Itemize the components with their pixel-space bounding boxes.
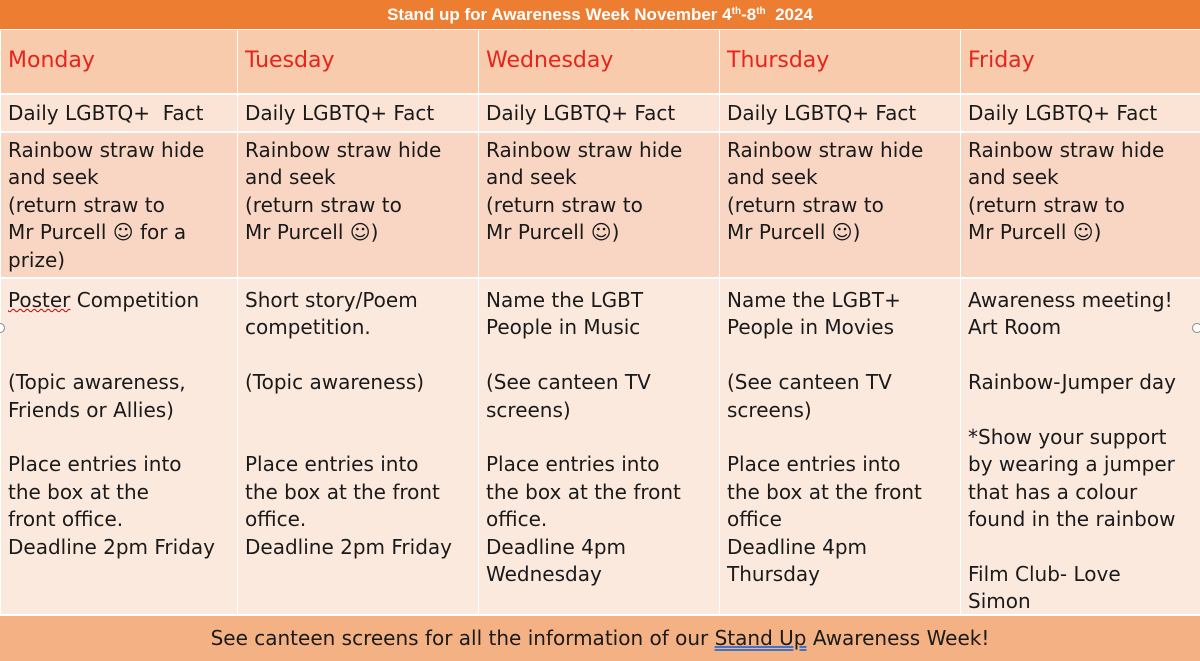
cell-line (968, 397, 1200, 424)
cell-line: Poster Competition (8, 288, 200, 312)
activity-cell-monday (1, 278, 238, 616)
cell-line (245, 397, 478, 424)
cell-line: office. (245, 507, 307, 532)
cell-line: Deadline 4pm (727, 534, 868, 559)
cell-line: Deadline 2pm Friday (8, 534, 215, 559)
cell-line: Awareness meeting! (968, 288, 1173, 312)
day-header-row (1, 30, 1200, 94)
cell-line: competition. (245, 315, 371, 340)
cell-line: Mr Purcell ☺) (486, 220, 620, 245)
cell-line: Deadline 2pm Friday (245, 534, 452, 559)
fact-cell-friday: Daily LGBTQ+ Fact (961, 94, 1200, 132)
straw-cell-tuesday (238, 132, 479, 278)
footer-banner (0, 614, 1200, 661)
cell-line: Mr Purcell ☺ for a (8, 220, 187, 245)
title-suffix: 2024 (765, 5, 813, 24)
cell-line: Mr Purcell ☺) (727, 220, 861, 245)
day-header-tuesday: Tuesday (238, 30, 479, 94)
cell-line: the box at the front (486, 479, 681, 504)
cell-line: (Topic awareness) (245, 370, 425, 395)
cell-line: Deadline 4pm (486, 534, 627, 559)
cell-line: Place entries into (245, 452, 419, 477)
cell-line (727, 424, 960, 451)
straw-cell-wednesday (479, 132, 720, 278)
cell-line: that has a colour (968, 479, 1138, 504)
cell-line: Rainbow straw hide (8, 138, 205, 162)
cell-line: (See canteen TV (486, 370, 651, 395)
fact-cell-tuesday: Daily LGBTQ+ Fact (238, 94, 479, 132)
footer-underlined-text: Stand Up (714, 626, 807, 650)
cell-line: (return straw to (8, 192, 165, 217)
cell-line: (Topic awareness, (8, 370, 186, 395)
cell-line: prize) (8, 247, 66, 272)
activity-cell-tuesday (238, 278, 479, 616)
straw-cell-thursday (720, 132, 961, 278)
cell-line (486, 424, 719, 451)
straw-cell-friday (961, 132, 1200, 278)
cell-line: by wearing a jumper (968, 452, 1175, 477)
activity-cell-thursday (720, 278, 961, 616)
cell-line: Rainbow straw hide (968, 138, 1165, 162)
cell-line: *Show your support (968, 424, 1167, 449)
cell-line: Art Room (968, 315, 1062, 340)
footer-text: See canteen screens for all the information of our (210, 626, 715, 650)
cell-line (968, 534, 1200, 561)
title-sup-2: th (756, 6, 766, 17)
cell-line (245, 424, 478, 451)
cell-line: (See canteen TV (727, 370, 892, 395)
cell-line (8, 314, 237, 341)
cell-line: Rainbow straw hide (486, 138, 683, 162)
cell-line: front office. (8, 507, 124, 532)
cell-line: Name the LGBT (486, 288, 644, 312)
title-mid: -8 (741, 5, 757, 24)
cell-line: and seek (245, 165, 336, 190)
page-title (0, 0, 1200, 30)
title-prefix: Stand up for Awareness Week November 4 (387, 5, 732, 24)
cell-line (727, 342, 960, 369)
fact-cell-thursday: Daily LGBTQ+ Fact (720, 94, 961, 132)
cell-line: Simon (968, 589, 1031, 614)
cell-line: the box at the (8, 479, 149, 504)
cell-line: People in Music (486, 315, 641, 340)
cell-line: and seek (968, 165, 1059, 190)
cell-line: and seek (727, 165, 818, 190)
cell-line: the box at the front (727, 479, 922, 504)
day-header-wednesday: Wednesday (479, 30, 720, 94)
spellcheck-word: Poster (8, 288, 71, 312)
activity-cell-wednesday (479, 278, 720, 616)
cell-line: and seek (486, 165, 577, 190)
cell-line: Place entries into (486, 452, 660, 477)
cell-line (8, 424, 237, 451)
cell-line: (return straw to (727, 192, 884, 217)
cell-line: Mr Purcell ☺) (968, 220, 1102, 245)
cell-line (8, 342, 237, 369)
cell-line: found in the rainbow (968, 507, 1176, 532)
fact-cell-wednesday: Daily LGBTQ+ Fact (479, 94, 720, 132)
cell-line: Place entries into (727, 452, 901, 477)
cell-line: Thursday (727, 561, 820, 586)
cell-line: the box at the front (245, 479, 440, 504)
cell-line (968, 342, 1200, 369)
cell-line: Film Club- Love (968, 561, 1121, 586)
activity-row (1, 278, 1200, 616)
cell-line: Rainbow straw hide (727, 138, 924, 162)
cell-line: Name the LGBT+ (727, 288, 901, 312)
cell-line (486, 342, 719, 369)
straw-row (1, 132, 1200, 278)
cell-line: screens) (486, 397, 571, 422)
schedule-table (0, 30, 1200, 616)
cell-line: (return straw to (245, 192, 402, 217)
day-header-monday: Monday (1, 30, 238, 94)
cell-line: Friends or Allies) (8, 397, 174, 422)
day-header-friday: Friday (961, 30, 1200, 94)
footer-text-end: Awareness Week! (806, 626, 990, 650)
fact-cell-monday: Daily LGBTQ+ Fact (1, 94, 238, 132)
cell-line: (return straw to (968, 192, 1125, 217)
cell-line: office. (486, 507, 548, 532)
cell-line (245, 342, 478, 369)
cell-line: Rainbow-Jumper day (968, 370, 1176, 395)
cell-line: Short story/Poem (245, 288, 418, 312)
straw-cell-monday (1, 132, 238, 278)
cell-line: Mr Purcell ☺) (245, 220, 379, 245)
cell-line: Place entries into (8, 452, 182, 477)
title-sup-1: th (731, 6, 742, 17)
cell-line: and seek (8, 165, 99, 190)
activity-cell-friday (961, 278, 1200, 616)
cell-line: (return straw to (486, 192, 643, 217)
cell-line: office (727, 507, 782, 532)
cell-line: People in Movies (727, 315, 895, 340)
selection-handle-right[interactable] (1192, 323, 1200, 333)
cell-line: screens) (727, 397, 812, 422)
cell-line: Rainbow straw hide (245, 138, 442, 162)
fact-row (1, 94, 1200, 132)
cell-line: Wednesday (486, 561, 602, 586)
day-header-thursday: Thursday (720, 30, 961, 94)
